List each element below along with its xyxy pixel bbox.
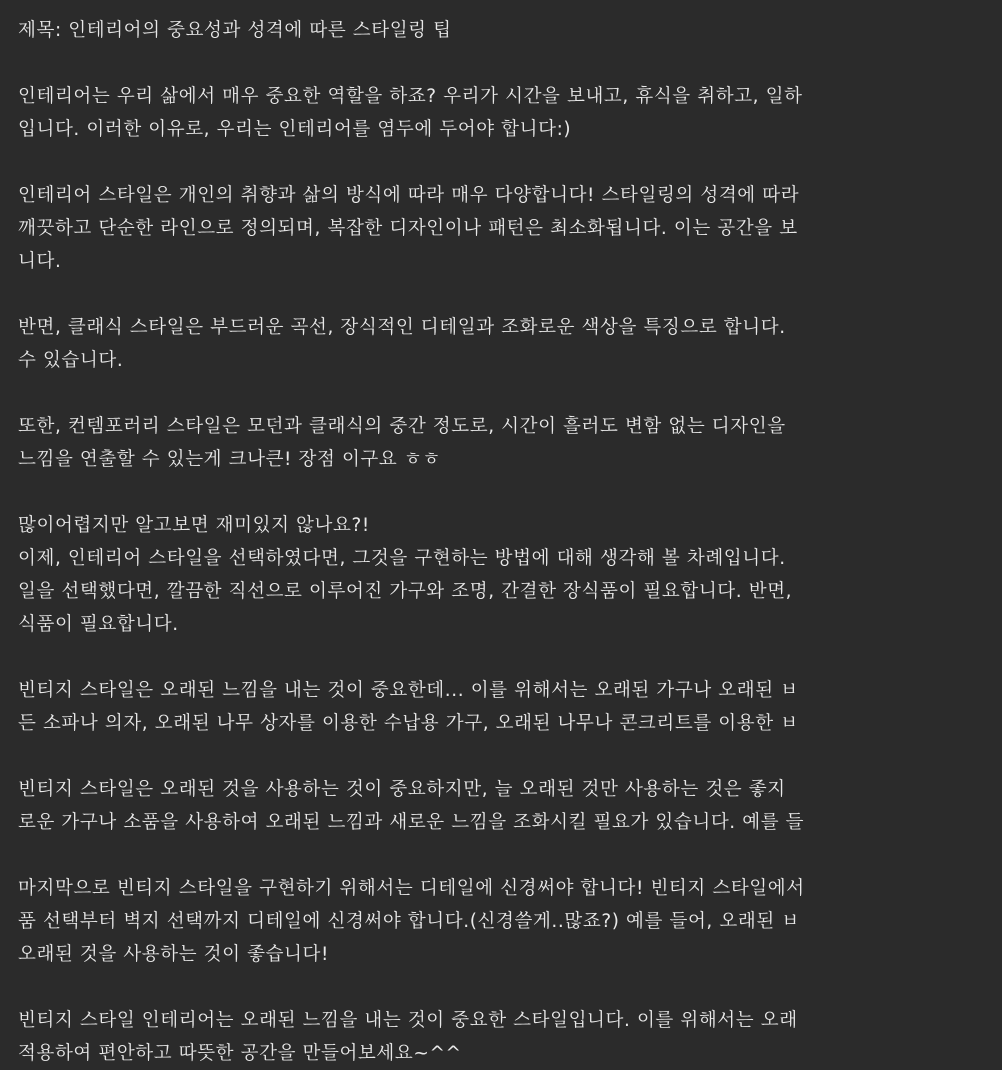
paragraph-vintage-balance: 빈티지 스타일은 오래된 것을 사용하는 것이 중요하지만, 늘 오래된 것만 사용하는 것은 좋지 로운 가구나 소품을 사용하여 오래된 느낌과 새로운 느낌을 조화시킬 필요가 있습니다. 예를 들 [18, 779, 805, 833]
paragraph-vintage-closing: 빈티지 스타일 인테리어는 오래된 느낌을 내는 것이 중요한 스타일입니다. 이를 위해서는 오래 적용하여 편안하고 따뜻한 공간을 만들어보세요~^^ [18, 1010, 798, 1064]
blank-line [18, 641, 1002, 674]
paragraph-implementation: 많이어렵지만 알고보면 재미있지 않나요?! 이제, 인테리어 스타일을 선택하였다면, 그것을 구현하는 방법에 대해 생각해 볼 차례입니다. 일을 선택했다면, 깔끔한 직선으로 이루어진 가구와 조명, 간결한 장식품이 필요합니다. 반면, 식품이 필요합니다. [18, 515, 793, 635]
document-title: 제목: 인테리어의 중요성과 성격에 따른 스타일링 팁 [18, 20, 452, 41]
blank-line [18, 971, 1002, 1004]
blank-line [18, 476, 1002, 509]
paragraph-vintage-old-feel: 빈티지 스타일은 오래된 느낌을 내는 것이 중요한데... 이를 위해서는 오래된 가구나 오래된 ㅂ 든 소파나 의자, 오래된 나무 상자를 이용한 수납용 가구, 오래된 나무나 콘크리트를 이용한 ㅂ [18, 680, 799, 734]
paragraph-styles-variety: 인테리어 스타일은 개인의 취향과 삶의 방식에 따라 매우 다양합니다! 스타일링의 성격에 따라 깨끗하고 단순한 라인으로 정의되며, 복잡한 디자인이나 패턴은 최소화됩니다. 이는 공간을 보 니다. [18, 185, 800, 272]
paragraph-classic-style: 반면, 클래식 스타일은 부드러운 곡선, 장식적인 디테일과 조화로운 색상을 특징으로 합니다. 수 있습니다. [18, 317, 786, 371]
paragraph-intro: 인테리어는 우리 삶에서 매우 중요한 역할을 하죠? 우리가 시간을 보내고, 휴식을 취하고, 일하 입니다. 이러한 이유로, 우리는 인테리어를 염두에 두어야 합니다:) [18, 86, 803, 140]
blank-line [18, 377, 1002, 410]
blank-line [18, 740, 1002, 773]
blank-line [18, 839, 1002, 872]
paragraph-contemporary-style: 또한, 컨템포러리 스타일은 모던과 클래식의 중간 정도로, 시간이 흘러도 변함 없는 디자인을 느낌을 연출할 수 있는게 크나큰! 장점 이구요 ㅎㅎ [18, 416, 786, 470]
paragraph-vintage-details: 마지막으로 빈티지 스타일을 구현하기 위해서는 디테일에 신경써야 합니다! 빈티지 스타일에서 품 선택부터 벽지 선택까지 디테일에 신경써야 합니다.(신경쓸게..많죠?) 예를 들어, 오래된 ㅂ 오래된 것을 사용하는 것이 좋습니다! [18, 878, 805, 965]
blank-line [18, 278, 1002, 311]
blank-line [18, 146, 1002, 179]
blank-line [18, 47, 1002, 80]
